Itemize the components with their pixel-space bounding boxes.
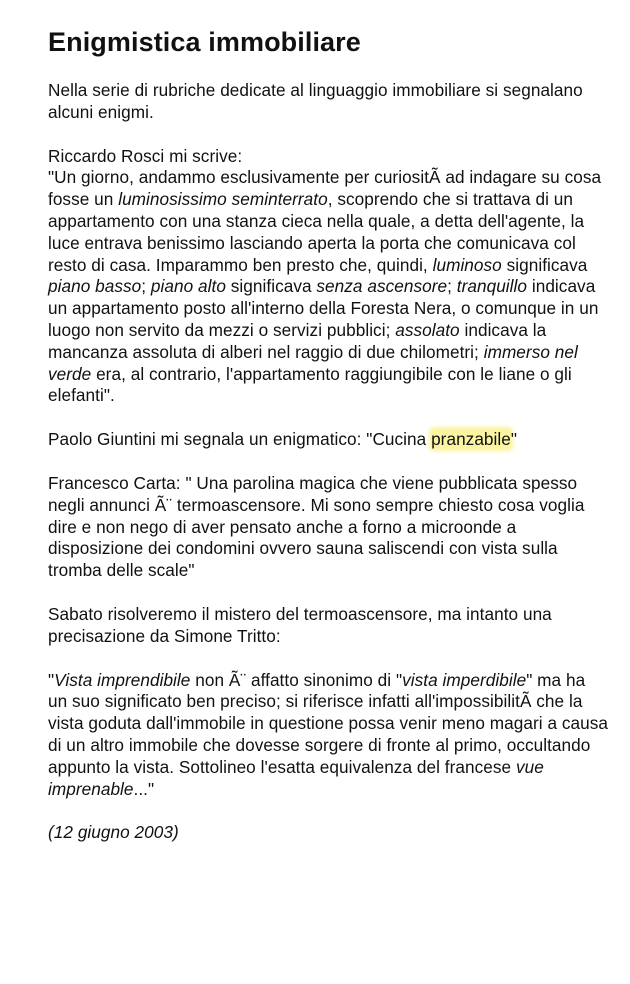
rosci-emphasis: luminoso [432,254,502,275]
rosci-text: significava [225,276,317,297]
rosci-emphasis: tranquillo [456,276,528,297]
tritto-emphasis: vista imperdibile [402,669,527,690]
tritto-text: " [48,669,55,690]
tritto-emphasis: Vista imprendibile [54,669,191,690]
rosci-text: era, al contrario, l'appartamento raggiungibile con le liane o gli elefanti". [48,363,572,406]
rosci-text: "Un giorno, andammo esclusivamente per curiositÃ ad indagare su cosa fosse un [48,167,602,210]
rosci-text: significava [501,254,588,275]
rosci-emphasis: piano alto [150,276,226,297]
rosci-emphasis: piano basso [48,276,142,297]
intro-paragraph: Nella serie di rubriche dedicate al linguaggio immobiliare si segnalano alcuni enigmi. [48,80,583,122]
rosci-paragraph [48,146,608,408]
tritto-text: " ma ha un suo significato ben preciso; si riferisce infatti all'impossibilitÃ che la vista goduta dall'immobile in questione possa venir meno magari a causa di un altro immobile che dovesse sorgere di fronte al primo, occultando appunto la vista. Sottolineo l'esatta equivalenza del francese [48,669,609,777]
page-title: Enigmistica immobiliare [48,27,361,57]
rosci-emphasis: assolato [395,319,460,340]
rosci-text: indicava la mancanza assoluta di alberi nel raggio di due chilometri; [48,319,547,362]
rosci-heading: Riccardo Rosci mi scrive: [48,145,243,166]
article [48,22,608,844]
rosci-emphasis: immerso nel verde [48,341,578,384]
publication-date: (12 giugno 2003) [48,822,179,843]
rosci-text: ; [447,276,457,297]
sabato-paragraph: Sabato risolveremo il mistero del termoascensore, ma intanto una precisazione da Simone Tritto: [48,603,552,646]
highlighted-word: pranzabile [431,429,511,450]
rosci-emphasis: senza ascensore [316,276,448,297]
giuntini-text: Paolo Giuntini mi segnala un enigmatico: "Cucina [48,429,432,450]
rosci-emphasis: luminosissimo seminterrato [118,189,328,210]
rosci-text: indicava un appartamento posto all'interno della Foresta Nera, o comunque in un luogo non servito da mezzi o servizi pubblici; [48,276,599,340]
tritto-text: ..." [133,778,155,799]
tritto-paragraph [48,670,608,801]
carta-paragraph: Francesco Carta: " Una parolina magica che viene pubblicata spesso negli annunci Ã¨ termoascensore. Mi sono sempre chiesto cosa voglia dire e non nego di aver pensato anche a forno a microonde a disposizione dei condomini ovvero sauna saliscendi con vista sulla tromba delle scale" [48,472,585,581]
tritto-emphasis: vue imprenable [48,756,544,799]
giuntini-text: " [510,429,518,450]
rosci-text: ; [141,276,151,297]
rosci-text: , scoprendo che si trattava di un appartamento con una stanza cieca nella quale, a detta dell'agente, la luce entrava benissimo lasciando aperta la porta che comunicava col resto di casa. Imparammo ben presto che, quindi, [48,189,585,275]
giuntini-paragraph [48,429,608,451]
tritto-text: non Ã¨ affatto sinonimo di " [190,669,403,690]
